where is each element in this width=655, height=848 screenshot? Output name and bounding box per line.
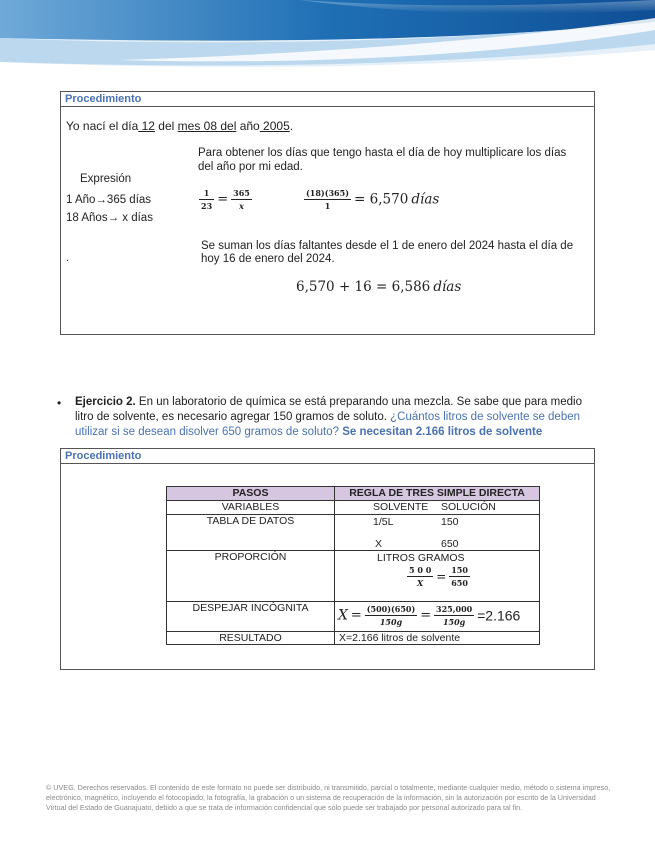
note-dot: .	[66, 252, 70, 264]
exercise-2-answer: Se necesitan 2.166 litros de solvente	[339, 426, 543, 438]
copyright-footer: © UVEG. Derechos reservados. El contenido de este formato no puede ser distribuido, ni transmitido, parcial o totalmente, mediante cualquier medio, método o sistema impreso, electrónico, magnético, incluyendo el fotocopiado, la fotografía, la grabación o un sistema de recuperación de la información, sin la autorización por escrito de la Universidad Virtual del Estado de Guanajuato, debido a que se trata de información confidencial que sólo puede ser trabajado por personal autorizado para tal fin.	[46, 783, 611, 812]
proportion-equation: $\frac{1}{23}$ = $\frac{365}{x}$	[201, 188, 250, 211]
col-header-regla: REGLA DE TRES SIMPLE DIRECTA	[335, 487, 540, 501]
table-row: RESULTADO X=2.166 litros de solvente	[167, 632, 540, 645]
expression-line-1: 1 Año→365 días	[66, 194, 152, 206]
explanation-text: Para obtener los días que tengo hasta el día de hoy multiplicare los días del año por mi edad.	[198, 147, 567, 173]
table-row: VARIABLES SOLVENTE SOLUCIÓN	[167, 501, 540, 515]
sum-equation: 6,570 + 16 = 6,586 días	[296, 279, 462, 295]
rule-of-three-table	[166, 486, 540, 645]
table-row: TABLA DE DATOS 1/5L 150 X 650	[167, 515, 540, 551]
fraction-150-650: $\frac{150}{650}$	[451, 565, 468, 588]
expression-label: Expresión	[80, 173, 132, 185]
exercise-2-question: ¿Cuántos litros de solvente se deben utilizar si se desean disolver 650 gramos de soluto?	[75, 411, 581, 438]
header-banner	[0, 0, 655, 80]
fraction-1-23: $\frac{1}{23}$	[201, 188, 213, 211]
expression-line-2: 18 Años→ x días	[66, 212, 153, 224]
procedure-header-2: Procedimiento	[61, 449, 594, 464]
exercise-2-statement: Ejercicio 2. En un laboratorio de química se está preparando una mezcla. Se sabe que para medio litro de solvente, es necesario agregar 150 gramos de soluto. ¿Cuántos litros de solvente se deben utilizar si se desean disolver 650 gramos de soluto? Se necesitan 2.166 litros de solvente	[75, 396, 582, 438]
fraction-18-365: $\frac{(18)(365)}{1}$	[306, 188, 349, 211]
col-header-pasos: PASOS	[167, 487, 335, 501]
note-text: Se suman los días faltantes desde el 1 de enero del 2024 hasta el día de hoy 16 de enero del 2024.	[201, 240, 574, 265]
exercise-2-title: Ejercicio 2.	[75, 396, 136, 408]
fraction-325000-150g: $\frac{325,000}{150g}$	[436, 604, 473, 627]
table-row: DESPEJAR INCÓGNITA X = $\frac{(500)(650)}{150g}$ = $\frac{325,000}{150g}$ =2.166	[167, 602, 540, 632]
bullet-point: •	[57, 396, 62, 410]
procedure-header-1: Procedimiento	[61, 92, 594, 107]
multiplication-equation: $\frac{(18)(365)}{1}$ = 6,570 días	[306, 188, 440, 211]
fraction-500x650-150g: $\frac{(500)(650)}{150g}$	[366, 604, 416, 627]
fraction-365-x: $\frac{365}{x}$	[233, 188, 250, 211]
birth-statement: Yo nací el día 12 del mes 08 del año 2005.	[66, 119, 294, 133]
table-header-row	[167, 487, 540, 501]
table-row: PROPORCIÓN LITROS GRAMOS $\frac{5 0 0}{X}$ = $\frac{150}{650}$	[167, 551, 540, 602]
fraction-500-x: $\frac{5 0 0}{X}$	[409, 565, 432, 588]
